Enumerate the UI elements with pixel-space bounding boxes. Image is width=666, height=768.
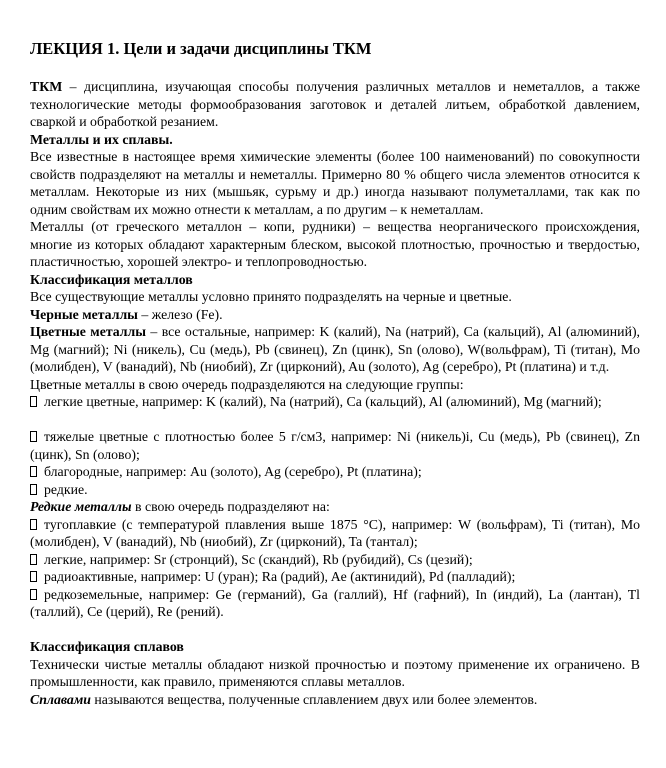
list-item <box>30 586 640 621</box>
list-item <box>30 568 640 586</box>
text-run: Сплавами <box>30 691 91 707</box>
text-run: редкоземельные, например: Ge (германий), Ga (галлий), Hf (гафний), In (индий), La (лантан), Tl (таллий), Ce (церий), Re (рений). <box>30 586 640 619</box>
empty-box-bullet-icon <box>30 519 37 530</box>
empty-box-bullet-icon <box>30 466 37 477</box>
text-run: – дисциплина, изучающая способы получения различных металлов и неметаллов, а также технологические методы формообразования заготовок и деталей литьем, обработкой давлением, сваркой и обработкой резанием. <box>30 79 640 129</box>
text-run: Все существующие металлы условно принято подразделять на черные и цветные. <box>30 289 512 304</box>
paragraph <box>30 288 640 306</box>
section-heading <box>30 131 640 149</box>
text-run: тяжелые цветные с плотностью более 5 г/см3, например: Ni (никель)i, Cu (медь), Pb (свинец), Zn (цинк), Sn (олово); <box>30 429 640 462</box>
empty-box-bullet-icon <box>30 554 37 565</box>
section-heading <box>30 271 640 289</box>
text-run: ЛЕКЦИЯ 1. Цели и задачи дисциплины ТКМ <box>30 39 372 58</box>
list-item <box>30 481 640 499</box>
paragraph <box>30 323 640 376</box>
text-run: Все известные в настоящее время химические элементы (более 100 наименований) по совокупности свойств подразделяют на металлы и неметаллы. Примерно 80 % общего числа элементов относится к металлам. Некоторые из них (мышьяк, сурьму и др.) иногда называют полуметаллами, так как по одним свойствам их можно отнести к металлам, а по другим – к неметаллам. <box>30 149 640 217</box>
text-run: Цветные металлы <box>30 324 147 339</box>
text-run: Металлы (от греческого металлон – копи, рудники) – вещества неорганического происхождения, многие из которых обладают характерным блеском, высокой плотностью, прочностью и твердостью, пластичностью, хорошей электро- и теплопроводностью. <box>30 219 640 269</box>
section-heading <box>30 638 640 656</box>
empty-box-bullet-icon <box>30 431 37 442</box>
paragraph <box>30 306 640 324</box>
list-item <box>30 393 640 411</box>
text-run: Классификация сплавов <box>30 639 184 654</box>
text-run: легкие цветные, например: K (калий), Na (натрий), Ca (кальций), Al (алюминий), Mg (магний); <box>44 394 602 409</box>
paragraph <box>30 498 640 516</box>
paragraph <box>30 78 640 131</box>
text-run: тугоплавкие (с температурой плавления выше 1875 °С), например: W (вольфрам), Ti (титан), Mo (молибден), V (ванадий), Nb (ниобий), Zr (цирконий), Ta (тантал); <box>30 516 640 549</box>
text-run: в свою очередь подразделяют на: <box>131 499 330 514</box>
empty-box-bullet-icon <box>30 396 37 407</box>
text-run: Классификация металлов <box>30 271 193 287</box>
text-run: Технически чистые металлы обладают низкой прочностью и поэтому применение их ограничено. В промышленности, как правило, применяются сплавы металлов. <box>30 656 640 689</box>
list-item <box>30 428 640 463</box>
text-run: – железо (Fe). <box>137 306 223 322</box>
blank-line <box>30 411 640 429</box>
list-item <box>30 551 640 569</box>
text-run: легкие, например: Sr (стронций), Sc (скандий), Rb (рубидий), Cs (цезий); <box>44 551 473 567</box>
partially-visible-paragraph <box>30 691 640 709</box>
list-item <box>30 463 640 481</box>
paragraph <box>30 148 640 218</box>
empty-box-bullet-icon <box>30 589 37 600</box>
text-run: редкие. <box>44 481 88 497</box>
text-run: радиоактивные, например: U (уран); Ra (радий), Ae (актинидий), Pd (палладий); <box>44 569 516 584</box>
text-run: благородные, например: Au (золото), Ag (серебро), Pt (платина); <box>44 464 422 479</box>
empty-box-bullet-icon <box>30 484 37 495</box>
blank-line <box>30 621 640 639</box>
empty-box-bullet-icon <box>30 571 37 582</box>
text-run: Металлы и их сплавы. <box>30 131 173 147</box>
text-run: – все остальные, например: K (калий), Na (натрий), Ca (кальций), Al (алюминий), Mg (магний); Ni (никель), Cu (медь), Pb (свинец), Zn (цинк), Sn (олово), W(вольфрам), Ti (титан), Mo (молибден), V (ванадий), Nb (ниобий), Zr (цирконий), Au (золото), Ag (серебро), Pt (платина) и т.д. <box>30 324 640 374</box>
list-item <box>30 516 640 551</box>
paragraph <box>30 376 640 394</box>
text-run: Черные металлы <box>30 306 138 322</box>
text-run: называются вещества, полученные сплавлением двух или более элементов. <box>90 691 538 707</box>
paragraph <box>30 656 640 691</box>
document-title <box>30 38 640 60</box>
paragraph <box>30 218 640 271</box>
text-run: ТКМ <box>30 79 63 94</box>
text-run: Редкие металлы <box>30 499 132 514</box>
text-run: Цветные металлы в свою очередь подразделяются на следующие группы: <box>30 376 464 392</box>
